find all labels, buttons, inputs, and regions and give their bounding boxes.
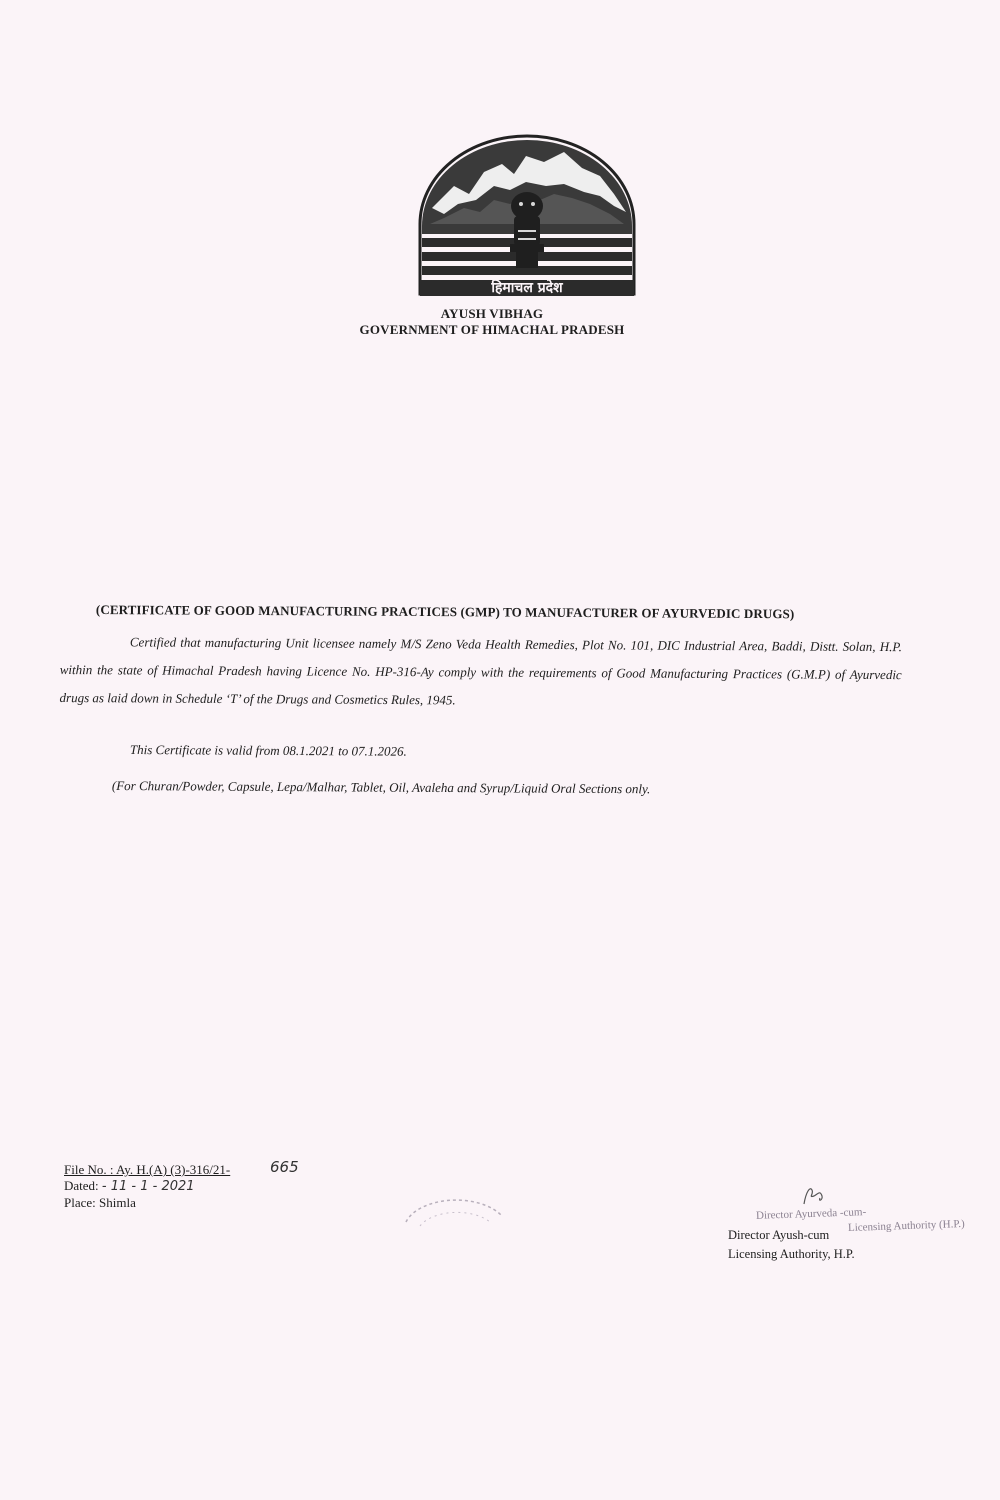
official-stamp-line-2: Licensing Authority (H.P.) [847, 1217, 965, 1235]
certificate-body [59, 628, 901, 717]
place: Place: Shimla [64, 1195, 136, 1210]
certificate-title: (CERTIFICATE OF GOOD MANUFACTURING PRACTICES (GMP) TO MANUFACTURER OF AYURVEDIC DRUGS) [95, 602, 795, 622]
file-details [64, 1162, 230, 1211]
signatory-block [728, 1226, 855, 1264]
government-name: GOVERNMENT OF HIMACHAL PRADESH [359, 322, 625, 337]
department-name: AYUSH VIBHAG [440, 306, 544, 321]
certificate-body-text: Certified that manufacturing Unit licensee namely M/S Zeno Veda Health Remedies, Plot No. 101, DIC Industrial Area, Baddi, Distt. Solan, H.P. within the state of Himachal Pradesh having Licence No. HP-316-Ay comply with the requirements of Good Manufacturing Practices (G.M.P) of Ayurvedic drugs as laid down in Schedule ‘T’ of the Drugs and Cosmetics Rules, 1945. [59, 634, 902, 708]
handwritten-date: - 11 - 1 - 2021 [101, 1179, 195, 1194]
himachal-emblem-logo [414, 134, 640, 304]
dated-label: Dated: [64, 1178, 99, 1193]
faint-seal-stamp [398, 1182, 510, 1242]
emblem-caption: हिमाचल प्रदेश [491, 280, 563, 296]
file-number: File No. : Ay. H.(A) (3)-316/21- [64, 1162, 231, 1177]
sections-statement: (For Churan/Powder, Capsule, Lepa/Malhar, Tablet, Oil, Avaleha and Syrup/Liquid Oral Sections only. [111, 777, 651, 797]
signatory-title: Director Ayush-cum [728, 1228, 830, 1242]
official-stamp-line-1: Director Ayurveda -cum- [755, 1206, 867, 1222]
handwritten-file-suffix: 665 [270, 1158, 299, 1176]
validity-statement: This Certificate is valid from 08.1.2021 to 07.1.2026. [129, 741, 407, 759]
signatory-authority: Licensing Authority, H.P. [728, 1247, 855, 1261]
